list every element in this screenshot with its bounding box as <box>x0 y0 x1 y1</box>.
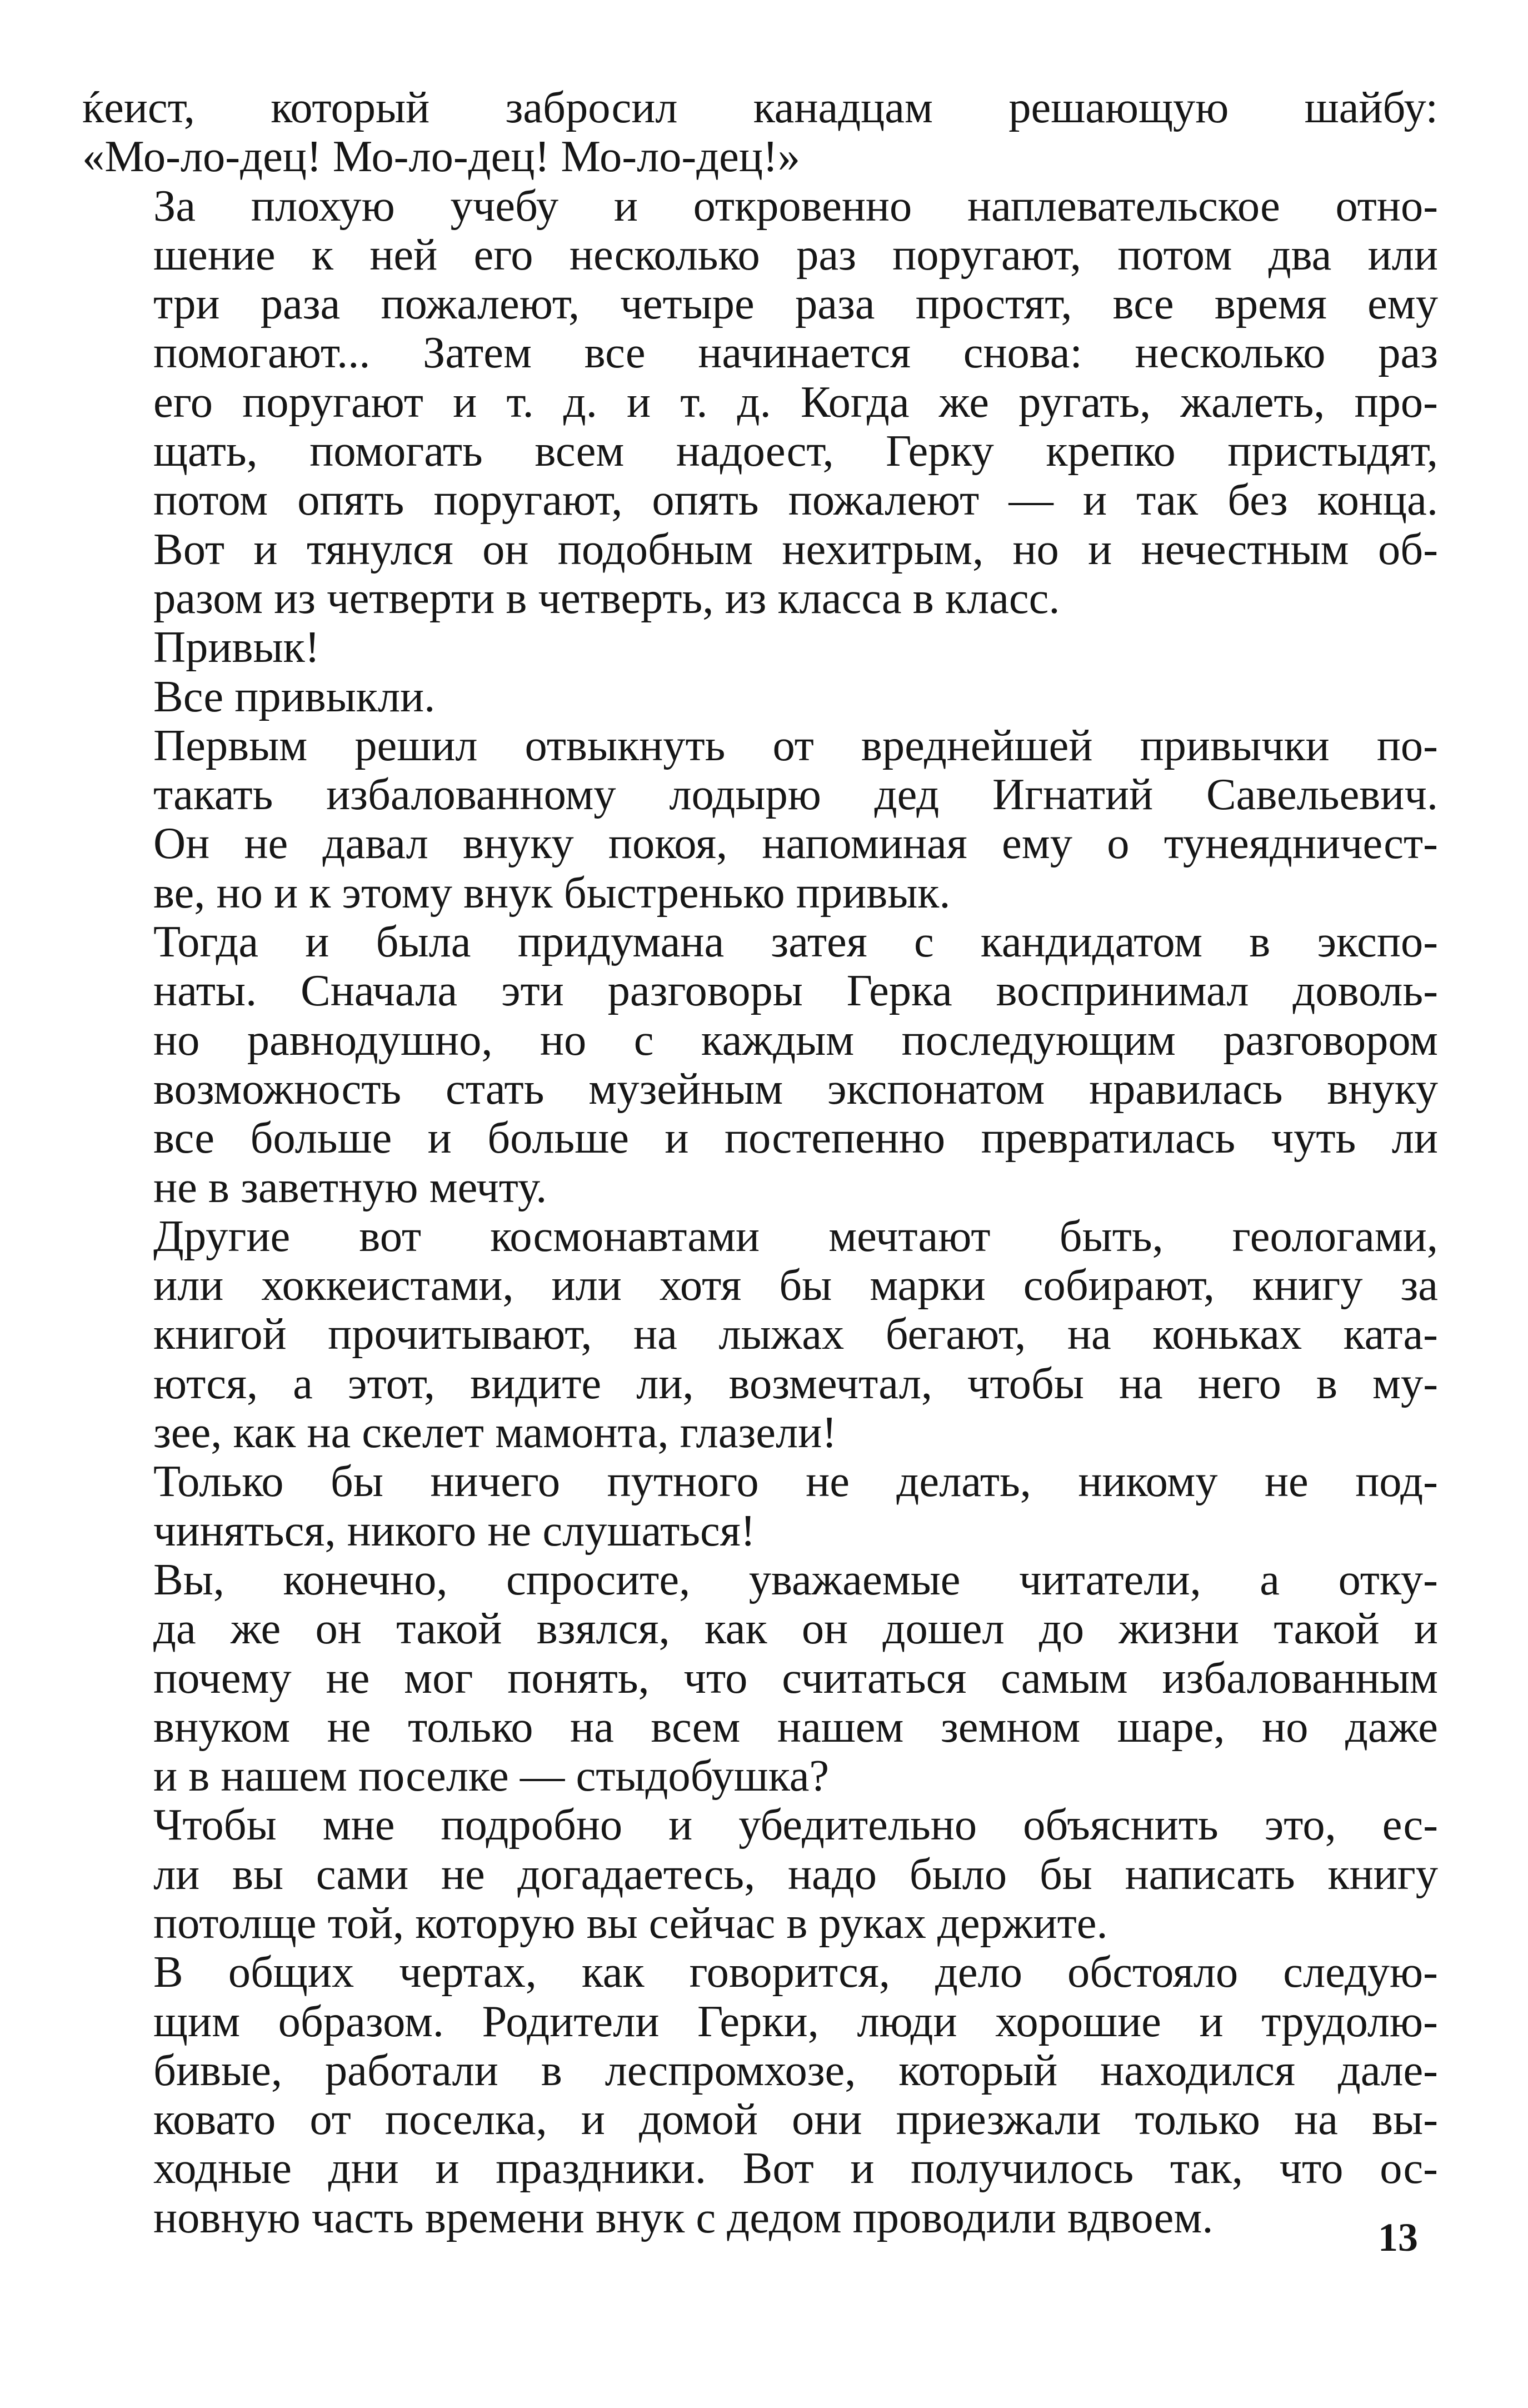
page-number: 13 <box>1378 2215 1418 2260</box>
paragraph <box>82 1556 1438 1801</box>
paragraph <box>82 182 1438 624</box>
text-line: щать, помогать всем надоест, Герку крепко пристыдят, <box>153 426 1438 476</box>
paragraph <box>82 1212 1438 1457</box>
text-line: бивые, работали в леспромхозе, который находился дале- <box>153 2045 1438 2095</box>
text-line: Он не давал внуку покоя, напоминая ему о тунеядничест- <box>153 819 1438 869</box>
text-line: Первым решил отвыкнуть от вреднейшей привычки по- <box>153 720 1438 770</box>
text-line: потом опять поругают, опять пожалеют — и так без конца. <box>153 475 1438 525</box>
text-line: все больше и больше и постепенно превратилась чуть ли <box>153 1113 1438 1163</box>
text-line: Все привыкли. <box>153 671 436 721</box>
text-line: «Мо-ло-дец! Мо-ло-дец! Мо-ло-дец!» <box>82 132 801 182</box>
page-body <box>82 83 1438 2329</box>
text-line: Привык! <box>153 622 320 672</box>
text-line: но равнодушно, но с каждым последующим разговором <box>153 1015 1438 1065</box>
text-line: щим образом. Родители Герки, люди хорошие и трудолю- <box>153 1996 1438 2046</box>
text-line: почему не мог понять, что считаться самым избалованным <box>153 1653 1438 1703</box>
text-line: потолще той, которую вы сейчас в руках держите. <box>153 1898 1108 1948</box>
paragraph <box>82 623 1438 672</box>
text-line: или хоккеистами, или хотя бы марки собирают, книгу за <box>153 1260 1438 1310</box>
text-line: За плохую учебу и откровенно наплевательское отно- <box>153 181 1438 231</box>
body-text <box>82 83 1438 2242</box>
text-line: шение к ней его несколько раз поругают, потом два или <box>153 230 1438 280</box>
text-line: Чтобы мне подробно и убедительно объяснить это, ес- <box>153 1800 1438 1850</box>
text-line: ются, а этот, видите ли, возмечтал, чтобы на него в му- <box>153 1358 1438 1408</box>
text-line: ќеист, который забросил канадцам решающую шайбу: <box>82 83 1438 132</box>
text-line: возможность стать музейным экспонатом нравилась внуку <box>153 1064 1438 1114</box>
text-line: Другие вот космонавтами мечтают быть, геологами, <box>153 1211 1438 1261</box>
text-line: ли вы сами не догадаетесь, надо было бы написать книгу <box>153 1849 1438 1899</box>
paragraph <box>82 672 1438 721</box>
paragraph <box>82 83 1438 182</box>
text-line: ковато от поселка, и домой они приезжали только на вы- <box>153 2095 1438 2145</box>
text-line: Вы, конечно, спросите, уважаемые читатели, а отку- <box>153 1554 1438 1604</box>
text-line: Только бы ничего путного не делать, никому не под- <box>153 1457 1438 1507</box>
text-line: не в заветную мечту. <box>153 1162 547 1212</box>
text-line: его поругают и т. д. и т. д. Когда же ругать, жалеть, про- <box>153 377 1438 427</box>
text-line: Вот и тянулся он подобным нехитрым, но и нечестным об- <box>153 524 1438 574</box>
text-line: В общих чертах, как говорится, дело обстояло следую- <box>153 1947 1438 1997</box>
paragraph <box>82 1801 1438 1948</box>
text-line: такать избалованному лодырю дед Игнатий Савельевич. <box>153 770 1438 820</box>
text-line: Тогда и была придумана затея с кандидатом в экспо- <box>153 917 1438 967</box>
text-line: три раза пожалеют, четыре раза простят, все время ему <box>153 279 1438 329</box>
text-line: чиняться, никого не слушаться! <box>153 1505 756 1556</box>
paragraph <box>82 721 1438 918</box>
text-line: ходные дни и праздники. Вот и получилось так, что ос- <box>153 2143 1438 2193</box>
text-line: новную часть времени внук с дедом проводили вдвоем. <box>153 2192 1214 2242</box>
text-line: помогают... Затем все начинается снова: несколько раз <box>153 328 1438 378</box>
text-line: да же он такой взялся, как он дошел до жизни такой и <box>153 1604 1438 1654</box>
text-line: ве, но и к этому внук быстренько привык. <box>153 868 951 918</box>
text-line: и в нашем поселке — стыдобушка? <box>153 1751 830 1801</box>
text-line: внуком не только на всем нашем земном шаре, но даже <box>153 1702 1438 1752</box>
paragraph <box>82 1948 1438 2242</box>
paragraph <box>82 918 1438 1212</box>
text-line: зее, как на скелет мамонта, глазели! <box>153 1408 837 1458</box>
text-line: книгой прочитывают, на лыжах бегают, на коньках ката- <box>153 1309 1438 1359</box>
paragraph <box>82 1457 1438 1556</box>
text-line: разом из четверти в четверть, из класса в класс. <box>153 573 1060 623</box>
text-line: наты. Сначала эти разговоры Герка воспринимал доволь- <box>153 966 1438 1016</box>
